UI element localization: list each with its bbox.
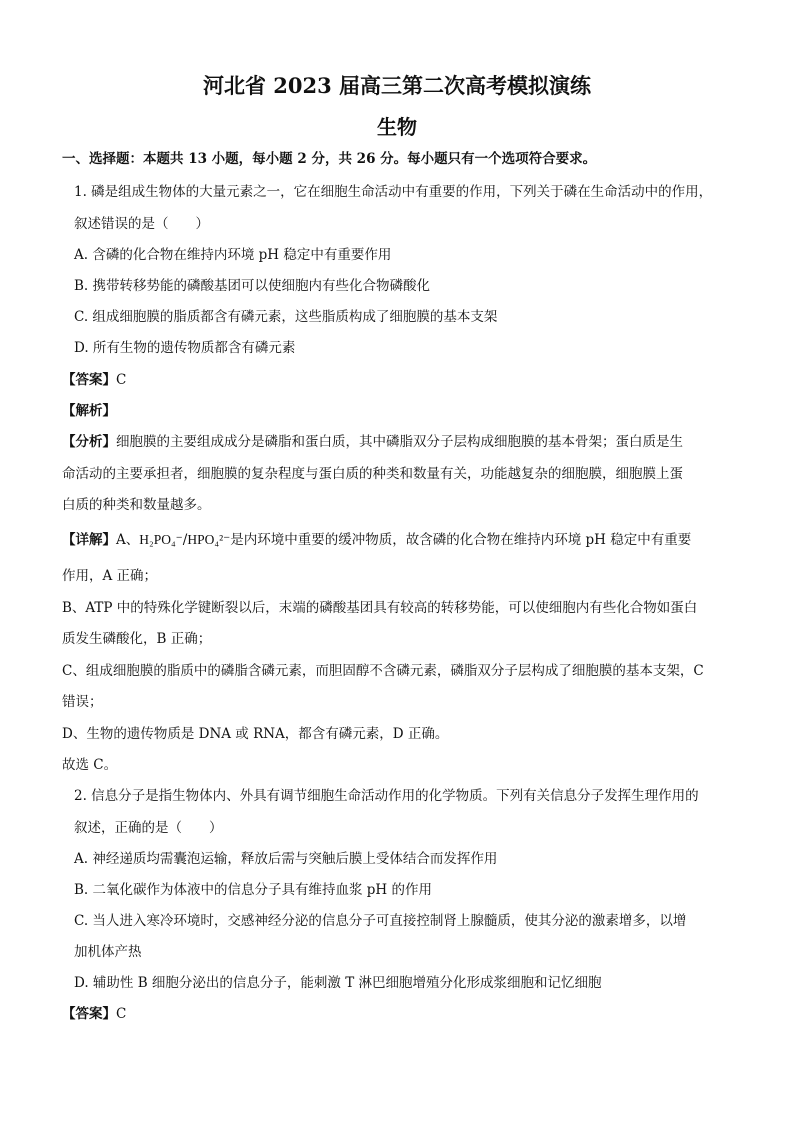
q1-option-a: A. 含磷的化合物在维持内环境 pH 稳定中有重要作用: [74, 247, 392, 263]
q1-xiangjie-c-line1: C、组成细胞膜的脂质中的磷脂含磷元素，而胆固醇不含磷元素，磷脂双分子层构成了细胞膜的基本支架，C: [62, 663, 704, 679]
q2-option-a: A. 神经递质均需囊泡运输，释放后需与突触后膜上受体结合而发挥作用: [74, 851, 498, 867]
subject-title: 生物: [377, 115, 417, 139]
q1-xiangjie-b-line2: 质发生磷酸化，B 正确；: [62, 631, 212, 647]
chem-hydrogen-phosphate: HPO₄²⁻: [187, 532, 231, 547]
q1-stem-line1: 1. 磷是组成生物体的大量元素之一，它在细胞生命活动中有重要的作用，下列关于磷在生命活动中的作用，: [74, 184, 713, 200]
q1-xiangjie-c-line2: 错误；: [62, 694, 103, 710]
q2-option-d: D. 辅助性 B 细胞分泌出的信息分子，能刺激 T 淋巴细胞增殖分化形成浆细胞和记忆细胞: [74, 975, 602, 991]
q1-xiangjie-a: [62, 532, 691, 548]
q1-answer: [62, 372, 126, 388]
section-heading: 一、选择题：本题共 13 小题，每小题 2 分，共 26 分。每小题只有一个选项符合要求。: [62, 151, 597, 167]
q1-fenxi-line3: 白质的种类和数量越多。: [62, 497, 211, 513]
q1-option-b: B. 携带转移势能的磷酸基团可以使细胞内有些化合物磷酸化: [74, 278, 431, 294]
fenxi-tag: 【分析】: [62, 434, 116, 450]
q2-stem-line2: 叙述，正确的是（ ）: [74, 820, 223, 836]
chem-dihydrogen-phosphate: H₂PO₄⁻: [139, 532, 183, 547]
q1-analysis-tag: 【解析】: [62, 403, 116, 419]
answer-tag: 【答案】: [62, 372, 116, 388]
xiangjie-tag: 【详解】: [62, 532, 116, 548]
q2-option-c-line2: 加机体产热: [74, 944, 142, 960]
answer-tag: 【答案】: [62, 1006, 116, 1022]
q1-option-d: D. 所有生物的遗传物质都含有磷元素: [74, 340, 296, 356]
q2-option-b: B. 二氧化碳作为体液中的信息分子具有维持血浆 pH 的作用: [74, 882, 432, 898]
answer-value: C: [116, 1006, 127, 1022]
answer-value: C: [116, 372, 127, 388]
xj-a-prefix: A、: [116, 532, 140, 548]
chem-slash: /: [182, 532, 188, 548]
q1-xiangjie-d: D、生物的遗传物质是 DNA 或 RNA，都含有磷元素，D 正确。: [62, 726, 449, 742]
q1-xiangjie-b-line1: B、ATP 中的特殊化学键断裂以后，末端的磷酸基团具有较高的转移势能，可以使细胞内有些化合物如蛋白: [62, 600, 698, 616]
q1-fenxi-line1: [62, 434, 683, 450]
q2-option-c-line1: C. 当人进入寒冷环境时，交感神经分泌的信息分子可直接控制肾上腺髓质，使其分泌的激素增多，以增: [74, 913, 687, 929]
document-title: 河北省 2023 届高三第二次高考模拟演练: [202, 73, 592, 98]
q1-xiangjie-a-line2: 作用，A 正确；: [62, 568, 158, 584]
q1-stem-line2: 叙述错误的是（ ）: [74, 216, 209, 232]
xj-a-rest: 是内环境中重要的缓冲物质，故含磷的化合物在维持内环境 pH 稳定中有重要: [230, 532, 692, 548]
q1-fenxi-line2: 命活动的主要承担者，细胞膜的复杂程度与蛋白质的种类和数量有关，功能越复杂的细胞膜，细胞膜上蛋: [62, 466, 683, 482]
fenxi-text: 细胞膜的主要组成成分是磷脂和蛋白质，其中磷脂双分子层构成细胞膜的基本骨架；蛋白质是生: [116, 434, 683, 450]
q1-option-c: C. 组成细胞膜的脂质都含有磷元素，这些脂质构成了细胞膜的基本支架: [74, 309, 498, 325]
q1-conclusion: 故选 C。: [62, 757, 118, 773]
q2-answer: [62, 1006, 126, 1022]
q2-stem-line1: 2. 信息分子是指生物体内、外具有调节细胞生命活动作用的化学物质。下列有关信息分子发挥生理作用的: [74, 788, 699, 804]
